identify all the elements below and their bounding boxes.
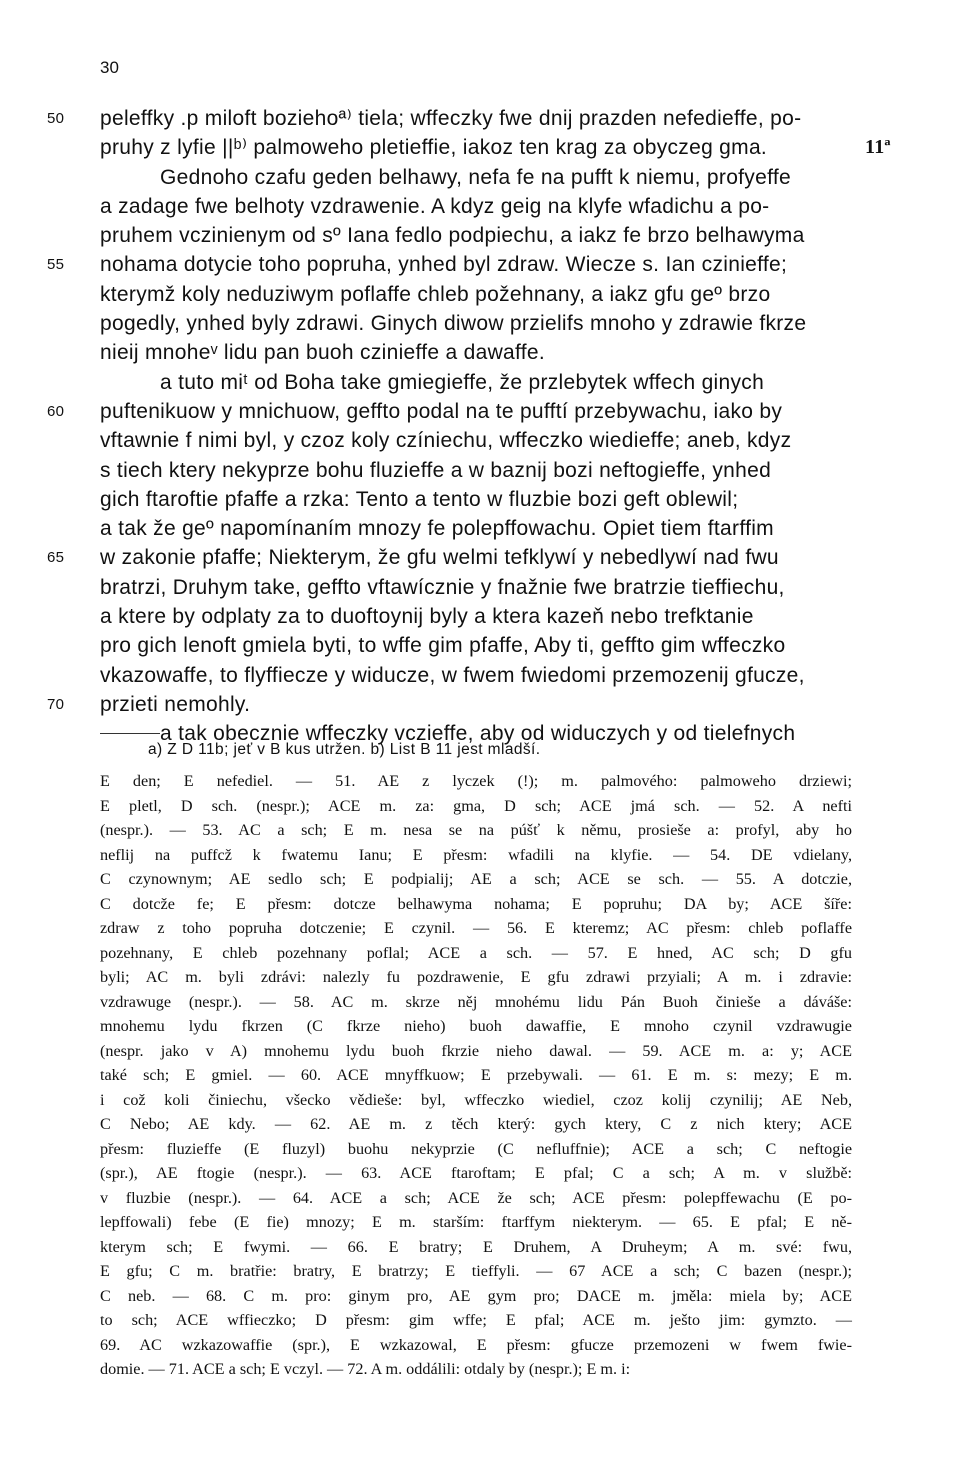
- apparatus-line: lepffowali) febe (E fie) mnozy; E m. starším: ftarffym niekterym. — 65. E pfal; E ně-: [100, 1213, 852, 1231]
- apparatus-line: vzdrawuge (nespr.). — 58. AC m. skrze něj mnohému lidu Pán Buoh činieše a dáváše:: [100, 992, 852, 1011]
- apparatus-line: domie. — 71. ACE a sch; E vczyl. — 72. A m. oddálili: otdaly by (nespr.); E m. i:: [100, 1360, 631, 1378]
- line-text: a tak že geº napomínaním mnozy fe polepffowachu. Opiet tiem ftarffim: [100, 517, 774, 541]
- text-line: [0, 573, 860, 602]
- text-line: [0, 338, 860, 367]
- apparatus-line: (nespr. jako v A) mnohemu lydu buoh fkrzie nieho dawal. — 59. ACE m. a: y; ACE: [100, 1041, 852, 1060]
- apparatus-line: C neb. — 68. C m. pro: ginym pro, AE gym pro; DACE m. jměla: miela by; ACE: [100, 1286, 852, 1305]
- line-text: vkazowaffe, to flyffiecze y widucze, w fwem fwiedomi przemozenij gfucze,: [100, 663, 805, 687]
- line-text: pro gich lenoft gmiela byti, to wffe gim pfaffe, Aby ti, geffto gim wffeczko: [100, 634, 786, 658]
- line-text: nohama dotycie toho popruha, ynhed byl zdraw. Wiecze s. Ian czinieffe;: [100, 253, 788, 277]
- line-text: a ktere by odplaty za to duoftoynij byly a ktera kazeň nebo trefktanie: [100, 605, 754, 629]
- apparatus-line: i což koli činiechu, všecko vědieše: byl, wffeczko wiediel, czoz kolij czynilij; AE Neb,: [100, 1090, 852, 1109]
- text-line: [0, 163, 860, 192]
- apparatus-line: E den; E nefediel. — 51. AE z lyczek (!); m. palmového: palmoweho drziewi;: [100, 772, 852, 790]
- text-line: [0, 250, 860, 279]
- apparatus-line: v fluzbie (nespr.). — 64. ACE a sch; ACE že sch; ACE přesm: polepffewachu (E po-: [100, 1188, 852, 1207]
- apparatus-line: to sch; ACE wffieczko; D přesm: gim wffe; E pfal; ACE m. ješto jim: gymzto. —: [100, 1311, 852, 1329]
- line-number: 65: [47, 549, 65, 567]
- apparatus-line: E gfu; C m. bratřie: bratry, E bratrzy; E tieffyli. — 67 ACE a sch; C bazen (nespr.);: [100, 1262, 852, 1280]
- text-line: [0, 631, 860, 660]
- margin-note: 11ª: [865, 136, 891, 159]
- footnote: a) Z D 11b; jeť v B kus utržen. b) List B 11 jest mladší.: [148, 741, 541, 758]
- text-line: [0, 104, 860, 133]
- line-text: pruhy z lyfie ||ᵇ⁾ palmoweho pletieffie, iakoz ten krag za obyczeg gma.: [100, 136, 768, 160]
- text-line: [0, 192, 860, 221]
- line-text: przieti nemohly.: [100, 692, 251, 716]
- line-number: 55: [47, 256, 65, 274]
- apparatus-line: byli; AC m. byli zdrávi: nalezly fu pozdrawenie, E gfu zdrawi przyiali; A m. i zdravie:: [100, 968, 852, 986]
- text-line: [0, 309, 860, 338]
- text-line: [0, 133, 860, 162]
- line-number: 60: [47, 402, 65, 420]
- apparatus-line: E pletl, D sch. (nespr.); ACE m. za: gma, D sch; ACE jmá sch. — 52. A nefti: [100, 796, 852, 815]
- apparatus-line: neflij na puffcž k fwatemu Ianu; E přesm: wfadili na klyfie. — 54. DE vdielany,: [100, 845, 852, 864]
- apparatus-line: mnohemu lydu fkrzen (C fkrze nieho) buoh dawaffie, E mnoho czynil vzdrawugie: [100, 1017, 852, 1035]
- line-text: bratrzi, Druhym take, geffto vftawícznie y fnažnie fwe bratrzie tieffiechu,: [100, 575, 785, 599]
- line-text: pruhem vczinienym od sº Iana fedlo podpiechu, a iakz fe brzo belhawyma: [100, 224, 805, 248]
- text-line: [0, 280, 860, 309]
- text-line: [0, 456, 860, 485]
- text-line: [0, 690, 860, 719]
- text-line: [0, 485, 860, 514]
- apparatus-line: pozehnany, E chleb pozehnany poflal; ACE a sch. — 57. E hned, AC sch; D gfu: [100, 943, 852, 962]
- line-text: a tak obecznie wffeczky vczieffe, aby od widuczych y od tielefnych: [160, 722, 796, 746]
- critical-apparatus: [0, 769, 960, 1382]
- line-text: kterymž koly neduziwym poflaffe chleb požehnany, a iakz gfu geº brzo: [100, 282, 771, 306]
- line-text: Gednoho czafu geden belhawy, nefa fe na pufft k niemu, profyeffe: [160, 165, 791, 189]
- text-line: [0, 397, 860, 426]
- apparatus-line: C dotcže fe; E přesm: dotcze belhawyma nohama; E popruhu; DA by; ACE šíře:: [100, 894, 852, 913]
- line-text: vftawnie f nimi byl, y czoz koly czíniechu, wffeczko wiedieffe; aneb, kdyz: [100, 429, 792, 453]
- text-line: [0, 543, 860, 572]
- apparatus-line: zdraw z toho popruha dotczenie; E czynil. — 56. E kteremz; AC přesm: chleb poflaffe: [100, 919, 852, 937]
- apparatus-line: C czynownym; AE sedlo sch; E podpialij; AE a sch; ACE se sch. — 55. A dotczie,: [100, 870, 852, 888]
- line-number: 70: [47, 695, 65, 713]
- line-text: puftenikuow y mnichuow, geffto podal na te pufftí przebywachu, iako by: [100, 399, 783, 423]
- apparatus-line: (nespr.). — 53. AC a sch; E m. nesa se na púšť k němu, prosieše a: profyl, aby ho: [100, 821, 852, 839]
- apparatus-line: přesm: fluzieffe (E fluzyl) buohu nekyprzie (C nefluffnie); ACE a sch; C neftogie: [100, 1139, 852, 1158]
- line-text: a zadage fwe belhoty vzdrawenie. A kdyz geig na klyfe wfadichu a po-: [100, 194, 770, 218]
- page-number: 30: [100, 58, 119, 77]
- main-text: [0, 104, 960, 749]
- apparatus-line: C Nebo; AE kdy. — 62. AE m. z těch který: gych ktery, C z nich ktery; ACE: [100, 1115, 852, 1133]
- text-line: [0, 426, 860, 455]
- line-text: w zakonie pfaffe; Niekterym, že gfu welmi tefklywí y nebedlywí nad fwu: [100, 546, 779, 570]
- apparatus-line: kterym sch; E fwymi. — 66. E bratry; E Druhem, A Druheym; A m. své: fwu,: [100, 1237, 852, 1256]
- line-text: a tuto miᵗ od Boha take gmiegieffe, že przlebytek wffech ginych: [160, 370, 765, 394]
- line-number: 50: [47, 110, 65, 127]
- line-text: pogedly, ynhed byly zdrawi. Ginych diwow przielifs mnoho y zdrawie fkrze: [100, 312, 807, 336]
- footnote-divider: [100, 733, 160, 734]
- line-text: peleffky .p miloft boziehoª⁾ tiela; wffeczky fwe dnij prazden nefedieffe, po-: [100, 107, 802, 130]
- apparatus-line: (spr.), AE ftogie (nespr.). — 63. ACE ftaroftam; E pfal; C a sch; A m. v službě:: [100, 1164, 852, 1182]
- line-text: s tiech ktery nekyprze bohu fluzieffe a w baznij bozi neftogieffe, ynhed: [100, 458, 772, 482]
- text-line: [0, 661, 860, 690]
- apparatus-line: 69. AC wzkazowaffie (spr.), E wzkazowal, E přesm: gfucze przemozeni w fwem fwie-: [100, 1335, 852, 1354]
- text-line: [0, 221, 860, 250]
- apparatus-line: také sch; E gmiel. — 60. ACE mnyffkuow; E przebywali. — 61. E m. s: mezy; E m.: [100, 1066, 852, 1084]
- text-line: [0, 602, 860, 631]
- text-line: [0, 514, 860, 543]
- text-line: [0, 368, 860, 397]
- line-text: gich ftaroftie pfaffe a rzka: Tento a tento w fluzbie bozi geft oblewil;: [100, 487, 739, 511]
- line-text: nieij mnoheᵛ lidu pan buoh czinieffe a dawaffe.: [100, 341, 546, 365]
